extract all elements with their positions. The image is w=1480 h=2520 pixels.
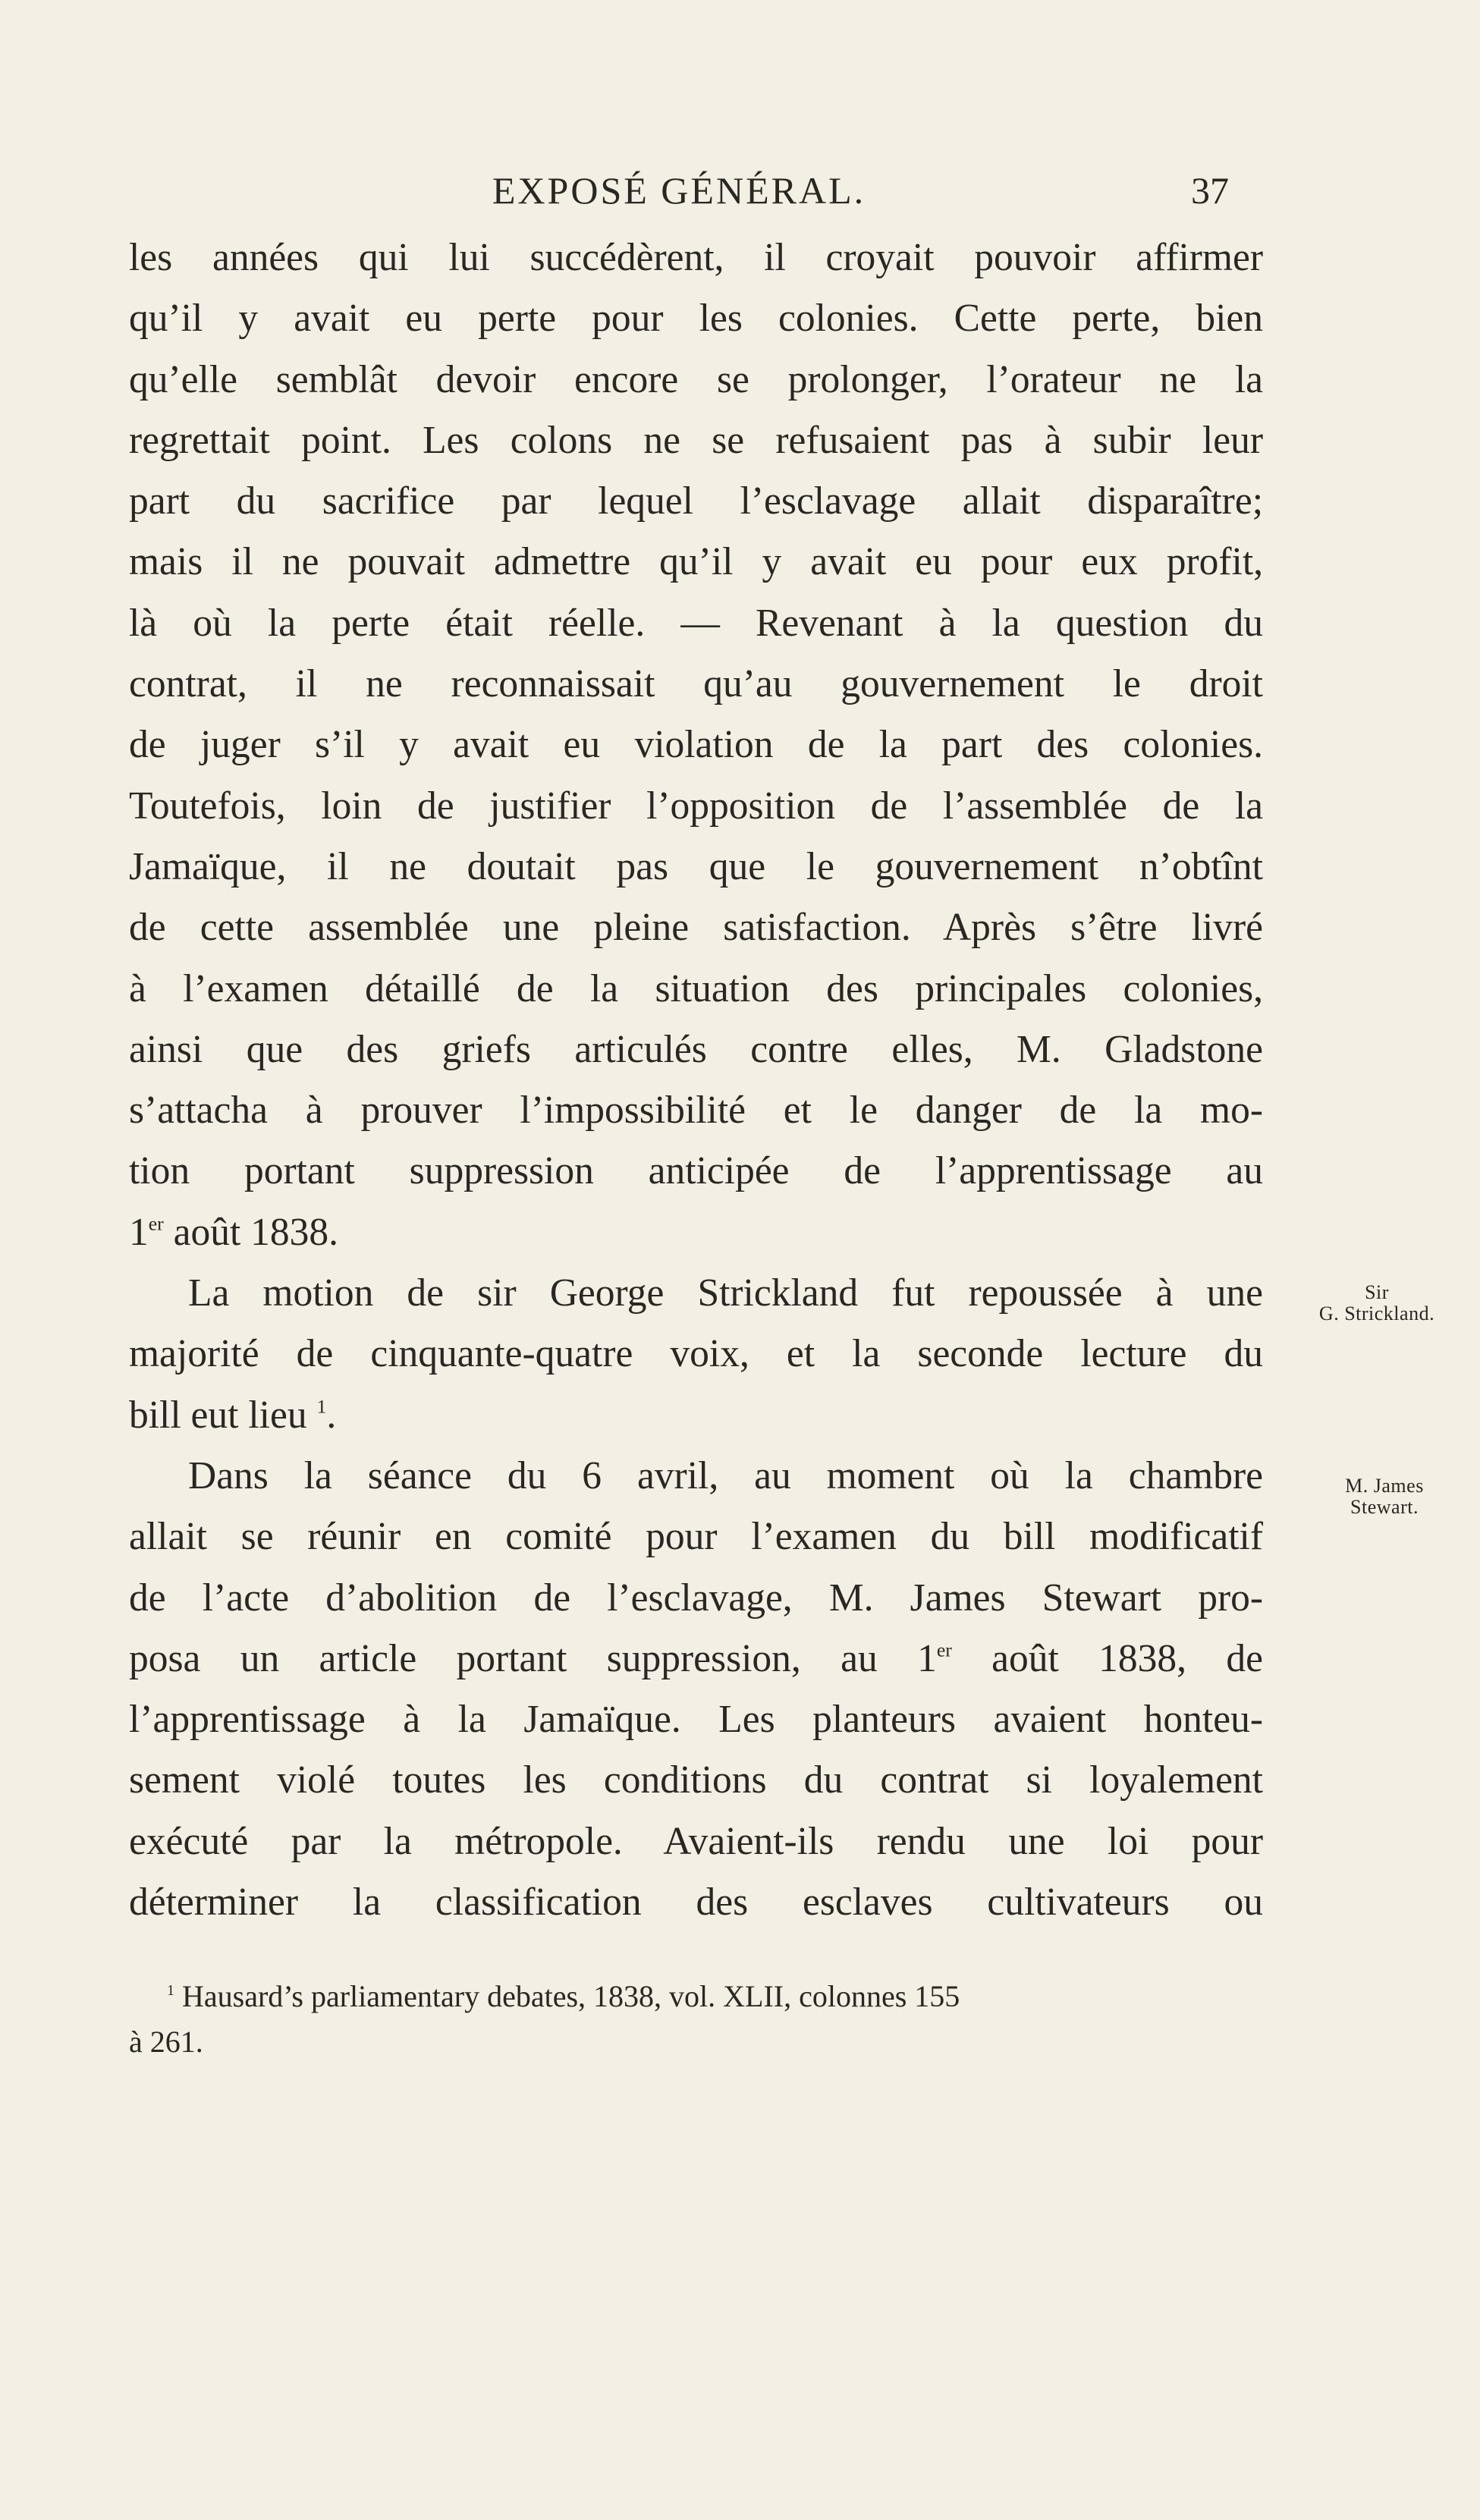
paragraph-strickland-vote	[129, 1263, 1263, 1446]
text-line: mais il ne pouvait admettre qu’il y avait eu pour eux profit,	[129, 540, 1263, 584]
text-line: de cette assemblée une pleine satisfaction. Après s’être livré	[129, 906, 1263, 950]
footnote-text: Hausard’s parliamentary debates, 1838, vol. XLII, colonnes 155	[174, 1979, 960, 2013]
paragraph-stewart	[129, 1446, 1263, 1933]
text-line: sement violé toutes les conditions du contrat si loyalement	[129, 1758, 1263, 1802]
body-text	[129, 228, 1263, 1933]
text-line: là où la perte était réelle. — Revenant à la question du	[129, 601, 1263, 645]
footnote	[129, 1974, 1263, 2065]
superscript: er	[936, 1639, 952, 1661]
margin-note-line: G. Strickland.	[1318, 1302, 1435, 1324]
text-line	[129, 1629, 1263, 1689]
footnote-reference[interactable]: 1	[316, 1395, 327, 1418]
text-fragment: posa un article portant suppression, au 1	[129, 1636, 937, 1680]
text-line: l’apprentissage à la Jamaïque. Les planteurs avaient honteu-	[129, 1698, 1263, 1742]
paragraph-gladstone	[129, 228, 1263, 1263]
superscript: er	[148, 1212, 164, 1235]
text-line: Dans la séance du 6 avril, au moment où la chambre	[188, 1453, 1263, 1497]
text-line: regrettait point. Les colons ne se refusaient pas à subir leur	[129, 418, 1263, 462]
text-line: contrat, il ne reconnaissait qu’au gouvernement le droit	[129, 662, 1263, 706]
text-line: La motion de sir George Strickland fut repoussée à une	[188, 1271, 1263, 1315]
text-line: de l’acte d’abolition de l’esclavage, M. James Stewart pro-	[129, 1576, 1263, 1620]
text-line: majorité de cinquante-quatre voix, et la seconde lecture du	[129, 1332, 1263, 1376]
text-line: de juger s’il y avait eu violation de la part des colonies.	[129, 723, 1263, 767]
text-line: tion portant suppression anticipée de l’apprentissage au	[129, 1149, 1263, 1193]
text-line: qu’elle semblât devoir encore se prolonger, l’orateur ne la	[129, 357, 1263, 401]
text-line: allait se réunir en comité pour l’examen du bill modificatif	[129, 1515, 1263, 1559]
text-fragment: 1	[129, 1210, 149, 1254]
running-title: EXPOSÉ GÉNÉRAL.	[492, 169, 866, 212]
text-fragment: bill eut lieu	[129, 1393, 317, 1437]
text-line: qu’il y avait eu perte pour les colonies. Cette perte, bien	[129, 297, 1263, 341]
margin-note-stewart	[1297, 1475, 1472, 1518]
page-header	[129, 168, 1229, 214]
margin-note-line: Sir	[1365, 1281, 1389, 1303]
footnote-marker: 1	[167, 1982, 174, 1999]
text-fragment: août 1838, de	[951, 1636, 1263, 1680]
page-number: 37	[1191, 169, 1229, 212]
footnote-line	[129, 1974, 1263, 2019]
text-line: à l’examen détaillé de la situation des principales colonies,	[129, 966, 1263, 1010]
text-line: Jamaïque, il ne doutait pas que le gouvernement n’obtînt	[129, 844, 1263, 888]
margin-note-line: Stewart.	[1350, 1496, 1419, 1518]
margin-note-line: M. James	[1345, 1475, 1424, 1497]
text-fragment: août 1838.	[163, 1210, 339, 1254]
text-line: part du sacrifice par lequel l’esclavage allait disparaître;	[129, 479, 1263, 523]
text-fragment: .	[326, 1393, 337, 1437]
text-line: ainsi que des griefs articulés contre elles, M. Gladstone	[129, 1027, 1263, 1071]
text-line: les années qui lui succédèrent, il croyait pouvoir affirmer	[129, 236, 1263, 279]
margin-note-strickland	[1290, 1282, 1464, 1324]
text-line	[129, 1202, 1263, 1263]
text-line: exécuté par la métropole. Avaient-ils rendu une loi pour	[129, 1819, 1263, 1863]
text-line: Toutefois, loin de justifier l’opposition de l’assemblée de la	[129, 784, 1263, 828]
text-line: s’attacha à prouver l’impossibilité et le danger de la mo-	[129, 1089, 1263, 1133]
footnote-line: à 261.	[129, 2025, 203, 2059]
text-line	[129, 1385, 1263, 1446]
text-line: déterminer la classification des esclaves cultivateurs ou	[129, 1881, 1263, 1925]
